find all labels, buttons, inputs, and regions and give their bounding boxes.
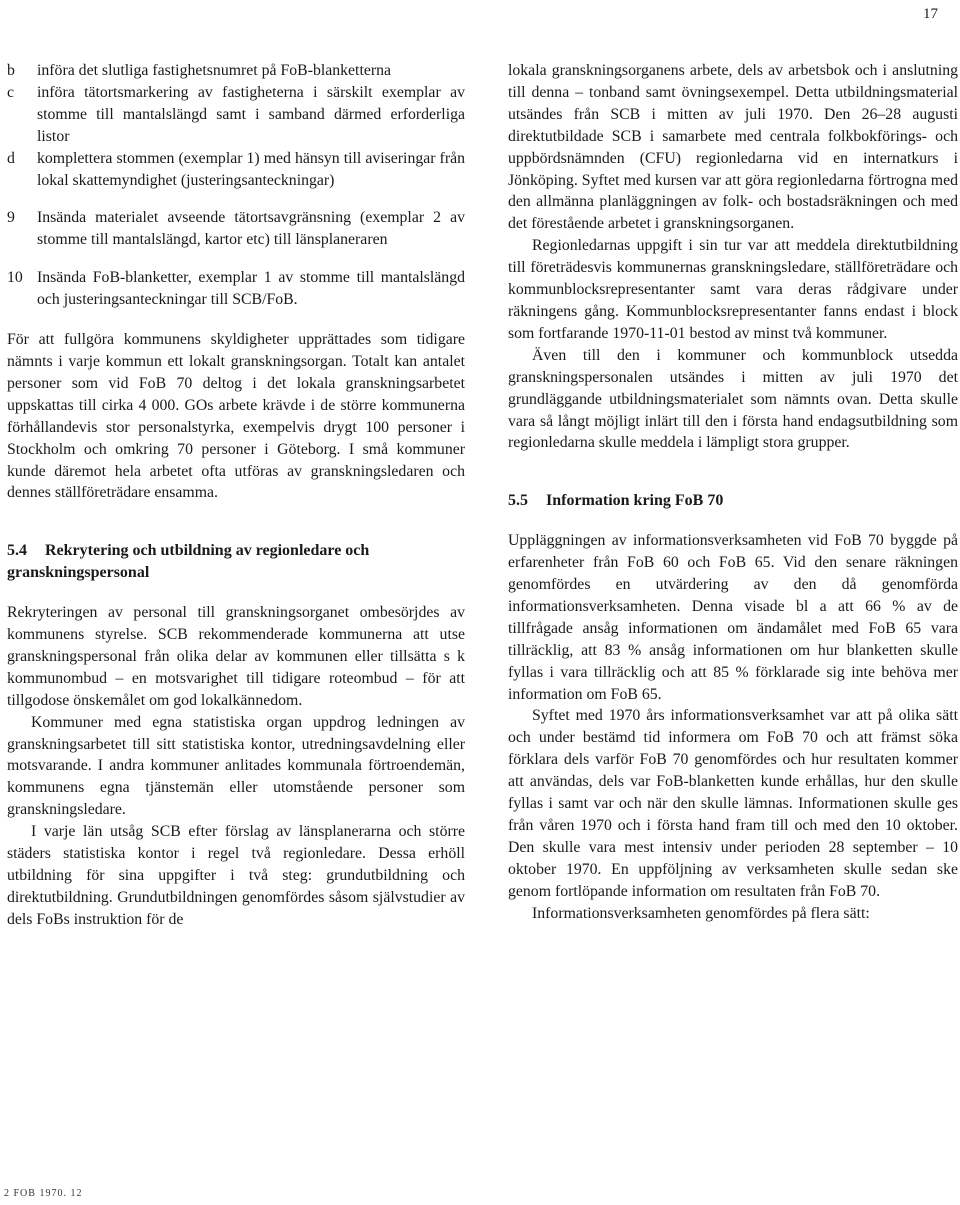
section-title: Rekrytering och utbildning av regionledare och granskningspersonal [7, 542, 370, 582]
list-key: d [7, 149, 15, 167]
numbered-text: Insända materialet avseende tätortsavgränsning (exemplar 2 av stomme till mantalslängd, kartor etc) till länsplaneraren [37, 209, 465, 249]
numbered-key: 9 [7, 209, 15, 227]
list-text: införa det slutliga fastighetsnumret på FoB-blanketterna [37, 62, 392, 79]
paragraph: Uppläggningen av informationsverksamheten vid FoB 70 byggde på erfarenheter från FoB 60 och FoB 65. Vid den senare räkningen genomfördes en utvärdering av den då genomförda informationsverksamheten. Denna visade bl a att 66 % av de tillfrågade ansåg informationen om ändamålet med FoB 65 vara tillräcklig, att 83 % ansåg informationen om hur blanketten skulle fyllas i vara tillräcklig och att 85 % förklarade sig inte behöva mer information om FoB 65. [508, 532, 958, 703]
numbered-key: 10 [7, 269, 23, 287]
section-title: Information kring FoB 70 [546, 492, 724, 510]
section-heading [508, 490, 958, 512]
paragraph: Syftet med 1970 års informationsverksamhet var att på olika sätt och under bestämd tid informera om FoB 70 och att främst söka förklara dels varför FoB 70 genomfördes och hur resultaten kommer att användas, dels var FoB-blanketten kunde erhållas, hur den skulle fyllas i samt var och när den skulle lämnas. Informationen skulle ges från våren 1970 och i första hand fram till och med den 10 oktober. Den skulle vara mest intensiv under perioden 28 september – 10 oktober 1970. En uppföljning av verksamheten skulle sedan ske genom fortlöpande information om resultaten från FoB 70. [508, 707, 958, 900]
numbered-item [7, 267, 465, 311]
right-column [508, 60, 958, 925]
paragraph: Rekryteringen av personal till granskningsorganet ombesörjdes av kommunens styrelse. SCB rekommenderade kommunerna att utse granskningspersonal från olika delar av kommunen eller tillsätta s k kommunombud – en motsvarighet till tidigare roteombud – för att tillgodose önskemålet om god lokalkännedom. [7, 604, 465, 709]
page-number: 17 [923, 6, 938, 22]
paragraph: Även till den i kommuner och kommunblock utsedda granskningspersonalen utsändes i mitten av juli 1970 det grundläggande utbildningsmaterialet som nämnts ovan. Detta skulle vara så långt möjligt inlärt till den i första hand endagsutbildning som regionledarna skulle meddela i lämpligt stora grupper. [508, 346, 958, 452]
paragraph: För att fullgöra kommunens skyldigheter upprättades som tidigare nämnts i varje kommun ett lokalt granskningsorgan. Totalt kan antalet personer som vid FoB 70 deltog i det lokala granskningsarbetet uppskattas till cirka 4 000. GOs arbete krävde i de större kommunerna förhållandevis stor personalstyrka, exempelvis drygt 100 personer i Stockholm och omkring 70 personer i Göteborg. I små kommuner kunde däremot hela arbetet ofta utföras av granskningsledaren och dennes ställföreträdare ensamma. [7, 331, 465, 502]
list-text: införa tätortsmarkering av fastigheterna i särskilt exemplar av stomme till mantalslängd samt i samband därmed erforderliga listor [37, 83, 465, 145]
numbered-item [7, 207, 465, 251]
paragraph: Informationsverksamheten genomfördes på flera sätt: [532, 904, 870, 922]
section-heading [7, 540, 465, 584]
list-item [7, 148, 465, 192]
left-column [7, 60, 465, 931]
paragraph: lokala granskningsorganens arbete, dels av arbetsbok och i anslutning till denna – tonband samt övningsexempel. Detta utbildningsmaterial utsändes från SCB i mitten av juli 1970. Den 26–28 augusti direktutbildade SCB i samarbete med centrala folkbokförings- och uppbördsnämnden (CFU) regionledarna vid en internatkurs i Jönköping. Syftet med kursen var att göra regionledarna förtrogna med den allmänna planläggningen av folk- och bostadsräkningen och med det förestående arbetet i granskningsorganen. [508, 62, 958, 233]
list-text: komplettera stommen (exemplar 1) med hänsyn till aviseringar från lokal skattemyndighet (justeringsanteckningar) [37, 149, 465, 189]
paragraph: Regionledarnas uppgift i sin tur var att meddela direktutbildning till företrädesvis kommunernas granskningsledare, ställföreträdare och kommunblocksrepresentanter samt vara deras rådgivare under räkningens gång. Kommunblocksrepresentanter fanns endast i block som fortfarande 1970-11-01 bestod av minst två kommuner. [508, 237, 958, 342]
list-key: b [7, 62, 15, 79]
paragraph: I varje län utsåg SCB efter förslag av länsplanerarna och större städers statistiska kontor i regel två regionledare. Dessa erhöll utbildning för sina uppgifter i två steg: grundutbildning och direktutbildning. Grundutbildningen genomfördes såsom självstudier av dels FoBs instruktion för de [7, 823, 465, 928]
numbered-text: Insända FoB-blanketter, exemplar 1 av stomme till mantalslängd och justeringsanteckningar till SCB/FoB. [37, 269, 465, 309]
list-key: c [7, 83, 15, 101]
footer-code: 2 FOB 1970. 12 [4, 1188, 83, 1199]
list-item [7, 82, 465, 148]
list-item [7, 60, 465, 82]
paragraph: Kommuner med egna statistiska organ uppdrog ledningen av granskningsarbetet till sitt statistiska kontor, utredningsavdelning eller motsvarande. I andra kommuner anlitades kommunala förtroendemän, kommunens egna tjänstemän eller utomstående personer som granskningsledare. [7, 713, 465, 819]
section-number: 5.4 [7, 542, 27, 560]
section-number: 5.5 [508, 492, 528, 510]
